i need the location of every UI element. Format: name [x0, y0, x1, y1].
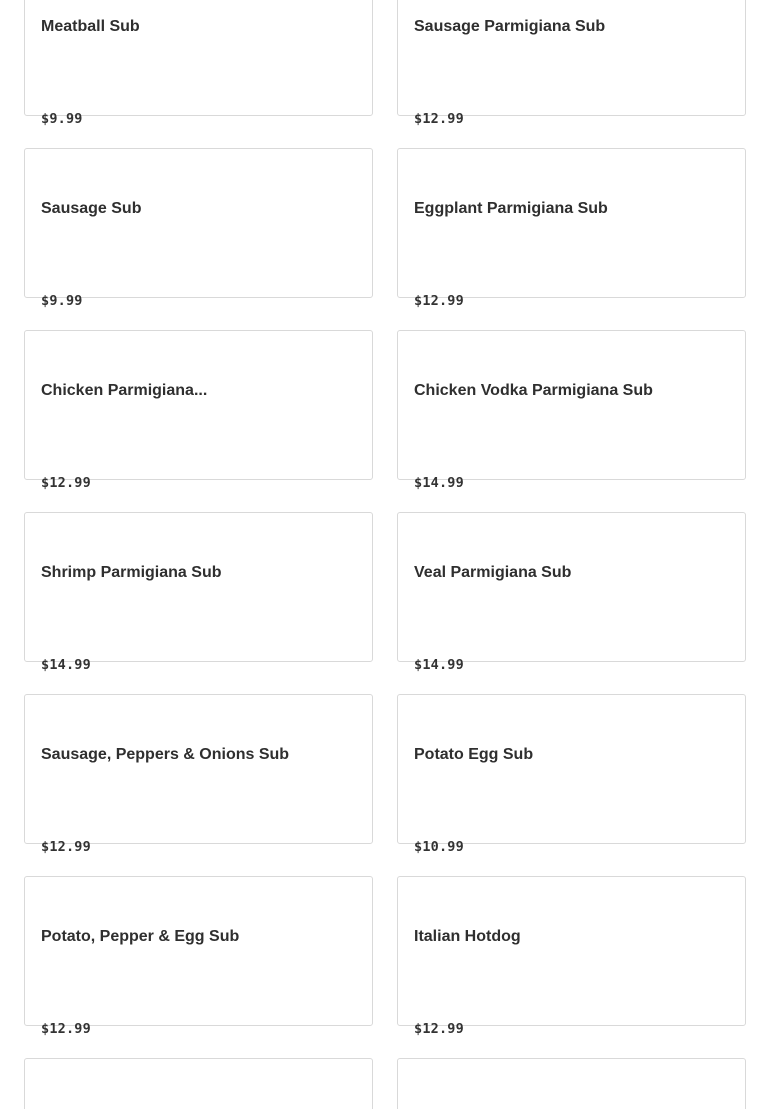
- menu-item-card-partial[interactable]: [24, 1058, 373, 1109]
- menu-item-name: Eggplant Parmigiana Sub: [414, 200, 608, 217]
- menu-item-name: Meatball Sub: [41, 18, 140, 35]
- menu-item-card[interactable]: [24, 148, 373, 309]
- menu-item-name: Italian Hotdog: [414, 928, 521, 945]
- menu-item-name: Chicken Parmigiana...: [41, 382, 208, 399]
- menu-item-price: $10.99: [414, 839, 464, 855]
- menu-item-price: $12.99: [41, 1021, 91, 1037]
- menu-item-price: $12.99: [414, 293, 464, 309]
- menu-item-price: $9.99: [41, 111, 83, 127]
- menu-item-price: $9.99: [41, 293, 83, 309]
- menu-item-card[interactable]: [24, 0, 373, 127]
- menu-item-name: Potato Egg Sub: [414, 746, 534, 763]
- menu-item-card[interactable]: [24, 330, 373, 491]
- menu-item-name: Chicken Vodka Parmigiana Sub: [414, 382, 653, 399]
- menu-item-price: $12.99: [41, 475, 91, 491]
- menu-item-card-partial[interactable]: [397, 1058, 746, 1109]
- menu-item-card[interactable]: [24, 876, 373, 1037]
- menu-item-price: $14.99: [414, 475, 464, 491]
- menu-item-name: Sausage, Peppers & Onions Sub: [41, 746, 290, 763]
- menu-item-card[interactable]: [397, 0, 746, 127]
- menu-item-name: Potato, Pepper & Egg Sub: [41, 928, 240, 945]
- menu-item-card[interactable]: [24, 694, 373, 855]
- menu-item-price: $12.99: [414, 111, 464, 127]
- menu-item-card[interactable]: [397, 148, 746, 309]
- menu-item-price: $14.99: [414, 657, 464, 673]
- menu-item-name: Sausage Parmigiana Sub: [414, 18, 606, 35]
- menu-items-grid: [24, 0, 746, 1109]
- menu-item-name: Shrimp Parmigiana Sub: [41, 564, 222, 581]
- menu-item-card[interactable]: [397, 694, 746, 855]
- menu-item-card[interactable]: [397, 330, 746, 491]
- menu-item-price: $14.99: [41, 657, 91, 673]
- menu-item-card[interactable]: [397, 876, 746, 1037]
- menu-item-price: $12.99: [41, 839, 91, 855]
- menu-item-card[interactable]: [397, 512, 746, 673]
- menu-item-card[interactable]: [24, 512, 373, 673]
- menu-item-name: Sausage Sub: [41, 200, 142, 217]
- menu-item-price: $12.99: [414, 1021, 464, 1037]
- menu-item-name: Veal Parmigiana Sub: [414, 564, 572, 581]
